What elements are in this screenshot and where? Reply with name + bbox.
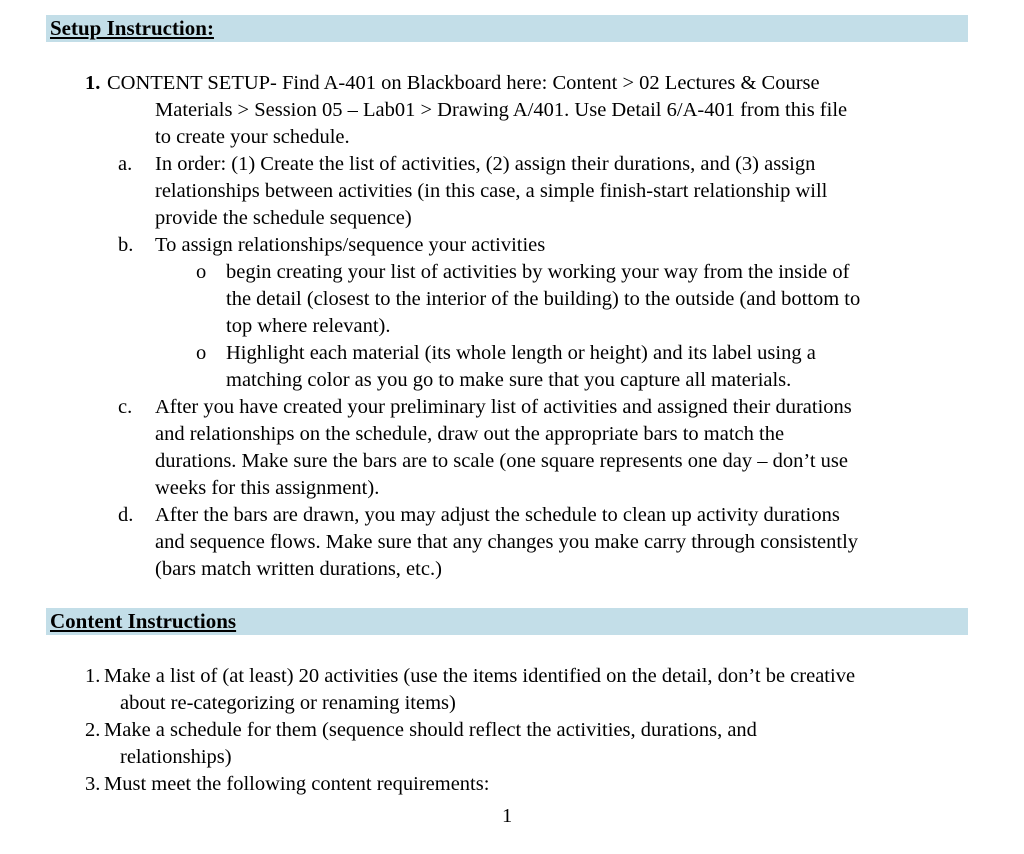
content-item-1-line-1: Make a list of (at least) 20 activities (use the items identified on the detail, don’t be creative: [104, 665, 856, 687]
content-item-3-line-1: Must meet the following content requirements:: [104, 773, 490, 795]
sub-b-bullet-1-marker: o: [196, 261, 207, 283]
sub-a-line-1: In order: (1) Create the list of activities, (2) assign their durations, and (3) assign: [155, 153, 816, 175]
sub-b-bullet-2-marker: o: [196, 342, 207, 364]
content-item-2-line-2: relationships): [120, 746, 232, 768]
content-item-1-line-2: about re-categorizing or renaming items): [120, 692, 456, 714]
content-item-2-line-1: Make a schedule for them (sequence should reflect the activities, durations, and: [104, 719, 757, 741]
content-item-3-marker: 3.: [85, 773, 101, 795]
setup-item-1-line-3: to create your schedule.: [155, 126, 350, 148]
sub-a-line-2: relationships between activities (in this case, a simple finish-start relationship will: [155, 180, 828, 202]
setup-heading: Setup Instruction:: [50, 16, 214, 40]
page-number: 1: [502, 805, 513, 827]
content-item-1-marker: 1.: [85, 665, 101, 687]
sub-b-bullet-1-line-3: top where relevant).: [226, 315, 391, 337]
sub-b-bullet-2-line-1: Highlight each material (its whole length or height) and its label using a: [226, 342, 816, 364]
sub-a-line-3: provide the schedule sequence): [155, 207, 412, 229]
sub-d-line-1: After the bars are drawn, you may adjust the schedule to clean up activity durations: [155, 504, 840, 526]
sub-a-marker: a.: [118, 153, 133, 175]
setup-item-1-line-1: CONTENT SETUP- Find A-401 on Blackboard here: Content > 02 Lectures & Course: [107, 72, 820, 94]
setup-item-1-number: 1.: [85, 72, 101, 94]
sub-b-bullet-1-line-1: begin creating your list of activities by working your way from the inside of: [226, 261, 850, 283]
sub-c-line-2: and relationships on the schedule, draw out the appropriate bars to match the: [155, 423, 785, 445]
content-item-2-marker: 2.: [85, 719, 101, 741]
sub-d-marker: d.: [118, 504, 134, 526]
content-heading: Content Instructions: [50, 609, 237, 633]
sub-b-line-1: To assign relationships/sequence your activities: [155, 234, 546, 256]
sub-b-bullet-1-line-2: the detail (closest to the interior of the building) to the outside (and bottom to: [226, 288, 861, 310]
sub-b-bullet-2-line-2: matching color as you go to make sure that you capture all materials.: [226, 369, 792, 391]
sub-c-line-3: durations. Make sure the bars are to scale (one square represents one day – don’t use: [155, 450, 848, 472]
sub-c-marker: c.: [118, 396, 133, 418]
sub-d-line-3: (bars match written durations, etc.): [155, 558, 442, 580]
sub-c-line-1: After you have created your preliminary list of activities and assigned their durations: [155, 396, 852, 418]
setup-item-1-line-2: Materials > Session 05 – Lab01 > Drawing A/401. Use Detail 6/A-401 from this file: [155, 99, 848, 121]
sub-d-line-2: and sequence flows. Make sure that any changes you make carry through consistently: [155, 531, 859, 553]
sub-b-marker: b.: [118, 234, 134, 256]
sub-c-line-4: weeks for this assignment).: [155, 477, 380, 499]
